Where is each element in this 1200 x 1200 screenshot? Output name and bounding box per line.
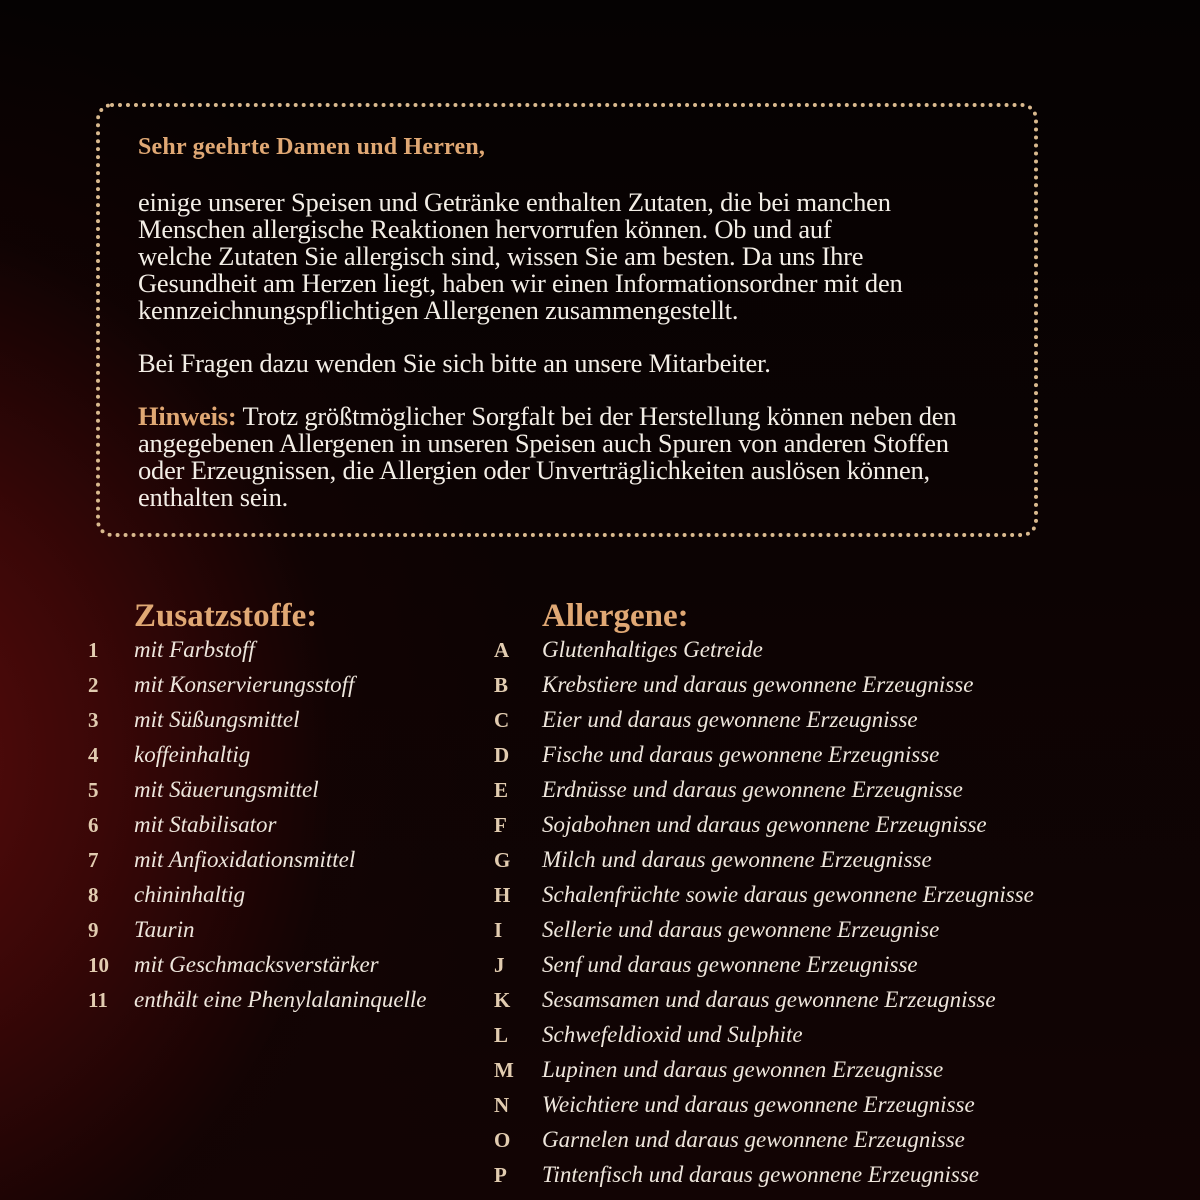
intro-line: einige unserer Speisen und Getränke enthalten Zutaten, die bei manchen (138, 187, 891, 217)
allergen-label: Schwefeldioxid und Sulphite (542, 1022, 803, 1047)
allergen-label: Erdnüsse und daraus gewonnene Erzeugnisse (542, 777, 963, 802)
allergen-key: L (494, 1023, 509, 1047)
allergen-key: M (494, 1058, 514, 1082)
additives-title: Zusatzstoffe: (134, 598, 318, 634)
additive-label: mit Stabilisator (134, 812, 277, 837)
hint-line: angegebenen Allergenen in unseren Speisen auch Spuren von anderen Stoffen (138, 428, 949, 458)
hint-line: enthalten sein. (138, 482, 289, 512)
allergen-key: D (494, 743, 510, 767)
allergen-key: E (494, 778, 509, 802)
allergen-label: Krebstiere und daraus gewonnene Erzeugnisse (542, 672, 974, 697)
intro-line: Menschen allergische Reaktionen hervorrufen können. Ob und auf (138, 214, 832, 244)
allergen-key: O (494, 1128, 511, 1152)
allergy-notice-box (96, 103, 1038, 537)
allergen-label: Sellerie und daraus gewonnene Erzeugnise (542, 917, 940, 942)
additive-key: 5 (88, 778, 99, 802)
additive-key: 6 (88, 813, 99, 837)
allergen-label: Milch und daraus gewonnene Erzeugnisse (542, 847, 932, 872)
intro-line: welche Zutaten Sie allergisch sind, wissen Sie am besten. Da uns Ihre (138, 241, 864, 271)
hint-paragraph (138, 403, 998, 511)
hint-line: Trotz größtmöglicher Sorgfalt bei der Herstellung können neben den (236, 401, 957, 431)
additive-key: 1 (88, 638, 99, 662)
allergen-label: Tintenfisch und daraus gewonnene Erzeugnisse (542, 1162, 979, 1187)
allergen-label: Senf und daraus gewonnene Erzeugnisse (542, 952, 918, 977)
additive-label: mit Süßungsmittel (134, 707, 300, 732)
allergen-key: C (494, 708, 510, 732)
additive-label: mit Konservierungsstoff (134, 672, 355, 697)
additive-label: chininhaltig (134, 882, 246, 907)
allergen-label: Eier und daraus gewonnene Erzeugnisse (542, 707, 918, 732)
additive-label: koffeinhaltig (134, 742, 251, 767)
allergen-key: N (494, 1093, 510, 1117)
allergen-label: Lupinen und daraus gewonnen Erzeugnisse (542, 1057, 944, 1082)
allergen-label: Weichtiere und daraus gewonnene Erzeugnisse (542, 1092, 975, 1117)
allergen-key: K (494, 988, 511, 1012)
additive-key: 9 (88, 918, 99, 942)
additive-label: mit Geschmacksverstärker (134, 952, 379, 977)
hint-line: oder Erzeugnissen, die Allergien oder Unverträglichkeiten auslösen können, (138, 455, 930, 485)
additive-label: Taurin (134, 917, 195, 942)
intro-line: Gesundheit am Herzen liegt, haben wir einen Informationsordner mit den (138, 268, 903, 298)
allergen-key: G (494, 848, 511, 872)
allergen-label: Sesamsamen und daraus gewonnene Erzeugnisse (542, 987, 996, 1012)
allergen-key: P (494, 1163, 507, 1187)
intro-paragraph (138, 189, 998, 324)
allergen-key: F (494, 813, 507, 837)
allergen-key: B (494, 673, 509, 697)
additive-key: 8 (88, 883, 99, 907)
allergen-key: I (494, 918, 503, 942)
allergens-title: Allergene: (542, 598, 689, 634)
additive-label: mit Säuerungsmittel (134, 777, 319, 802)
additive-key: 7 (88, 848, 99, 872)
questions-paragraph: Bei Fragen dazu wenden Sie sich bitte an unsere Mitarbeiter. (138, 348, 771, 378)
greeting: Sehr geehrte Damen und Herren, (138, 134, 486, 160)
additive-key: 11 (88, 988, 108, 1012)
additive-label: mit Farbstoff (134, 637, 255, 662)
hint-label: Hinweis: (138, 401, 237, 431)
allergen-key: H (494, 883, 511, 907)
additive-key: 4 (88, 743, 99, 767)
allergen-label: Sojabohnen und daraus gewonnene Erzeugnisse (542, 812, 987, 837)
additive-key: 3 (88, 708, 99, 732)
allergen-label: Schalenfrüchte sowie daraus gewonnene Erzeugnisse (542, 882, 1034, 907)
intro-line: kennzeichnungspflichtigen Allergenen zusammengestellt. (138, 295, 739, 325)
additive-key: 2 (88, 673, 99, 697)
allergen-label: Fische und daraus gewonnene Erzeugnisse (542, 742, 940, 767)
additive-key: 10 (88, 953, 109, 977)
additive-label: enthält eine Phenylalaninquelle (134, 987, 427, 1012)
allergen-key: A (494, 638, 510, 662)
additive-label: mit Anfioxidationsmittel (134, 847, 356, 872)
allergen-key: J (494, 953, 505, 977)
allergen-label: Glutenhaltiges Getreide (542, 637, 763, 662)
allergen-label: Garnelen und daraus gewonnene Erzeugnisse (542, 1127, 965, 1152)
